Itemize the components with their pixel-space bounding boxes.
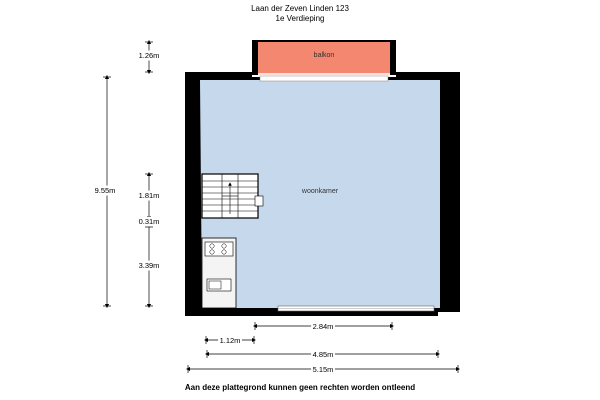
address-title: Laan der Zeven Linden 123 — [251, 4, 349, 13]
dim-kitchen-depth-label: 3.39m — [138, 261, 160, 270]
dim-balcony-depth-label: 1.26m — [138, 51, 160, 60]
dim-gap-depth-label: 0.31m — [138, 217, 160, 226]
dim-inner-width-label: 4.85m — [312, 350, 334, 359]
staircase — [202, 174, 263, 218]
dim-stair-depth-label: 1.81m — [138, 191, 160, 200]
balcony-label: balkon — [313, 52, 335, 59]
disclaimer: Aan deze plattegrond kunnen geen rechten worden ontleend — [184, 383, 416, 392]
floor-subtitle: 1e Verdieping — [275, 14, 325, 23]
kitchen-counter — [202, 238, 236, 308]
living-room-label: woonkamer — [301, 188, 339, 195]
dim-window-width-label: 2.84m — [312, 322, 334, 331]
dim-kitchen-width-label: 1.12m — [219, 336, 241, 345]
dim-total-depth-label: 9.55m — [94, 186, 116, 195]
bottom-window — [278, 306, 434, 311]
dim-outer-width-label: 5.15m — [312, 365, 334, 374]
